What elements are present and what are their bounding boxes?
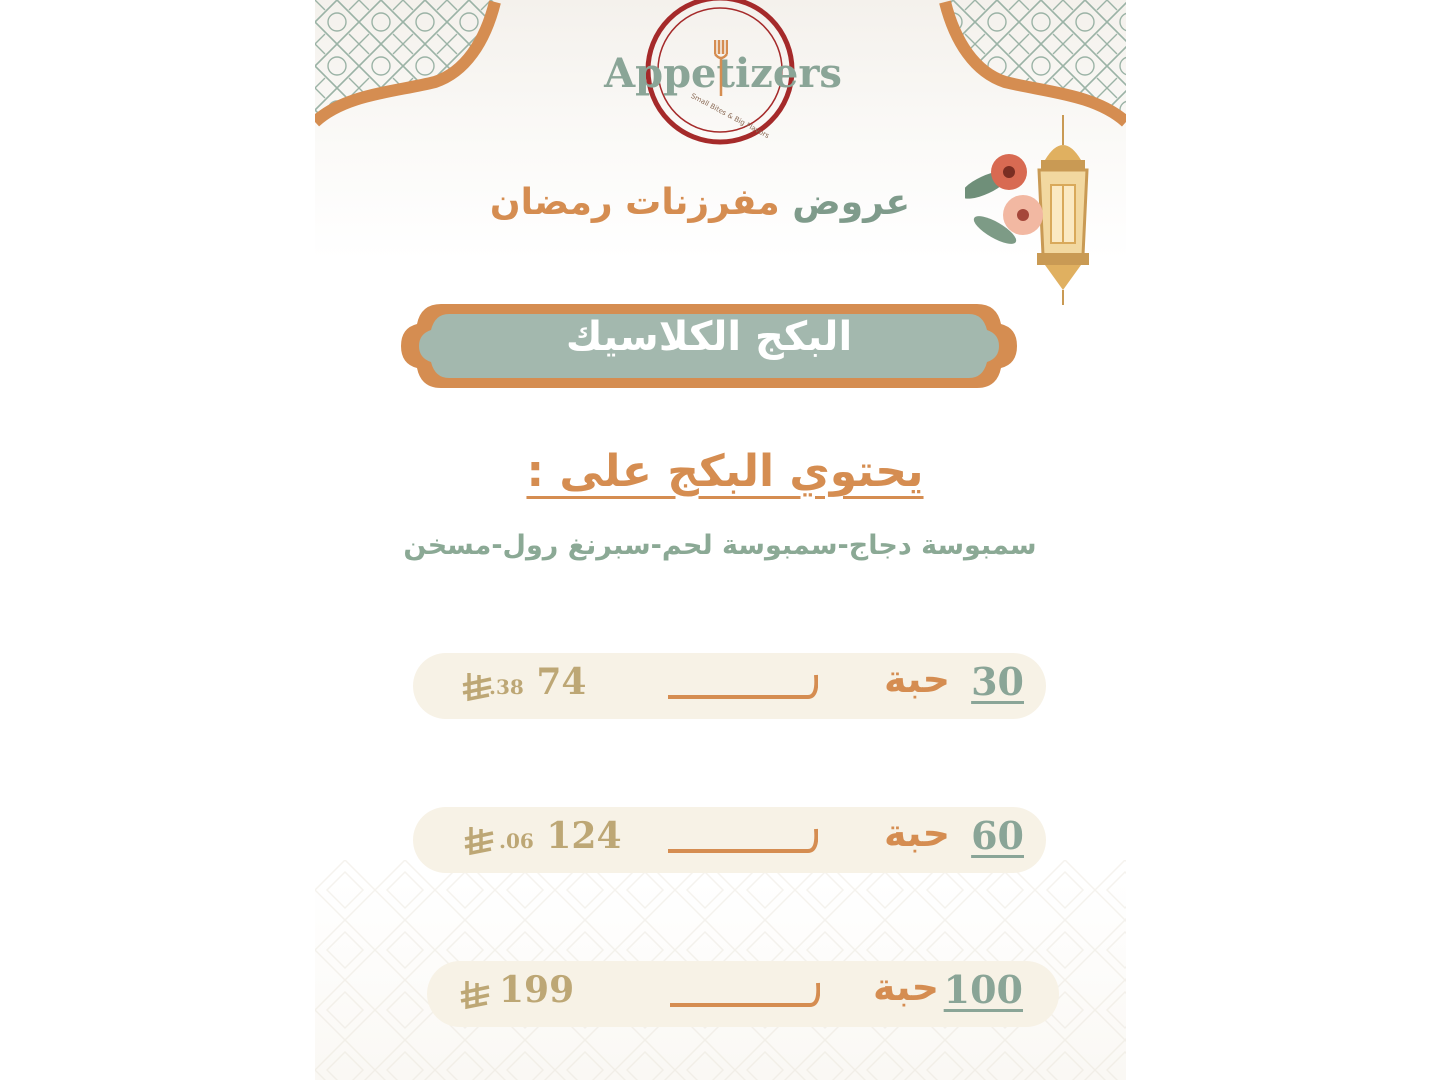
offer-unit: حبة <box>873 965 939 1009</box>
flower-icon <box>965 154 1043 249</box>
offer-quantity: 60 <box>971 813 1024 858</box>
offer-row <box>413 653 1046 719</box>
package-contains-heading: يحتوي البكج على : <box>526 446 924 497</box>
subtitle-word-ramadan-frozen: مفرزنات رمضان <box>489 182 780 223</box>
offers-subtitle <box>465 182 935 223</box>
offer-row <box>427 961 1059 1027</box>
offer-connector <box>668 661 818 701</box>
offer-quantity: 30 <box>971 659 1024 704</box>
offer-price <box>489 661 586 703</box>
fork-icon <box>714 40 728 96</box>
riyal-symbol-icon <box>461 825 497 861</box>
price-whole: 199 <box>499 969 575 1011</box>
price-whole: 124 <box>546 815 622 857</box>
offer-price <box>499 969 574 1011</box>
offer-unit: حبة <box>884 811 950 855</box>
price-decimal: .38 <box>489 675 524 699</box>
package-contents: سمبوسة دجاج-سمبوسة لحم-سبرنغ رول-مسخن <box>403 530 1037 561</box>
menu-poster <box>315 0 1126 1080</box>
package-title: البكج الكلاسيك <box>565 314 853 360</box>
lantern-icon <box>965 115 1115 310</box>
brand-name: Appetizers <box>604 50 842 97</box>
price-decimal: .06 <box>499 829 534 853</box>
offer-connector <box>670 969 820 1009</box>
brand-tagline: Small Bites & Big Flavors <box>689 91 771 141</box>
offer-row <box>413 807 1046 873</box>
subtitle-word-offers: عروض <box>792 182 911 223</box>
riyal-symbol-icon <box>459 671 495 707</box>
offer-price <box>499 815 622 857</box>
price-whole: 74 <box>536 661 587 703</box>
offer-quantity: 100 <box>943 967 1023 1012</box>
offer-connector <box>668 815 818 855</box>
riyal-symbol-icon <box>457 979 493 1015</box>
offer-unit: حبة <box>884 657 950 701</box>
